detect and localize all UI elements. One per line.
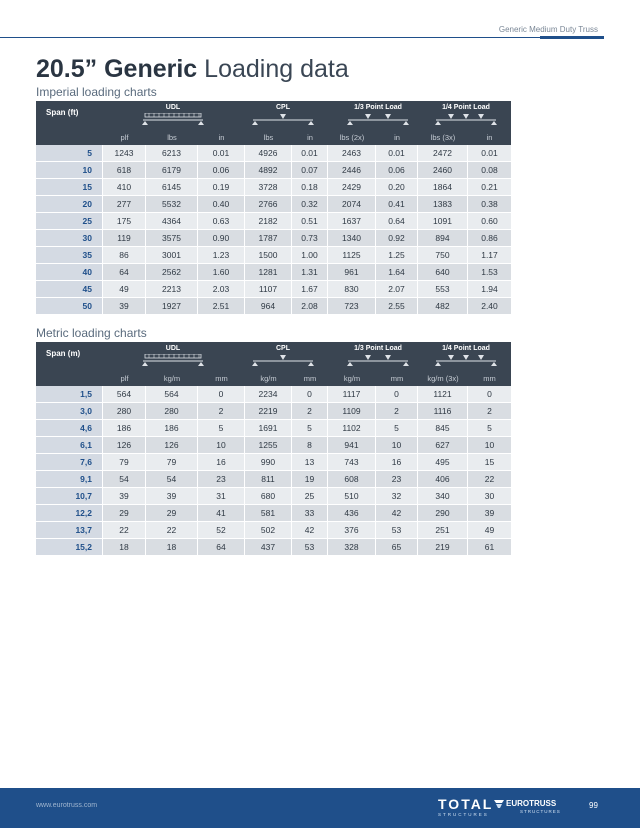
table-row	[36, 522, 511, 539]
table-cell: 1787	[245, 230, 292, 246]
unit-label: lbs	[263, 132, 274, 142]
table-cell: 564	[103, 386, 146, 402]
table-cell: 42	[376, 505, 418, 521]
imperial-unit-header	[36, 129, 511, 145]
table-cell: 2.07	[376, 281, 418, 297]
table-cell: 39	[146, 488, 198, 504]
table-cell: 0.01	[376, 145, 418, 161]
top-rule	[0, 37, 604, 38]
table-cell: 0.18	[292, 179, 328, 195]
table-cell: 0.20	[376, 179, 418, 195]
metric-subtitle: Metric loading charts	[36, 326, 147, 340]
span-cell: 10,7	[36, 488, 103, 504]
unit-label: in	[394, 132, 400, 142]
table-cell: 340	[418, 488, 468, 504]
document-tag: Generic Medium Duty Truss	[498, 25, 598, 34]
table-cell: 1.23	[198, 247, 245, 263]
table-cell: 0	[376, 386, 418, 402]
table-cell: 175	[103, 213, 146, 229]
table-cell: 3001	[146, 247, 198, 263]
table-cell: 39	[484, 508, 495, 518]
table-cell: 5	[376, 420, 418, 436]
table-cell: 64	[198, 539, 245, 555]
table-row	[36, 471, 511, 488]
page-title-bold: 20.5” Generic	[36, 55, 198, 83]
table-cell: 1.53	[481, 267, 498, 277]
table-cell: 1281	[245, 264, 292, 280]
table-cell: 2.51	[198, 298, 245, 314]
table-cell: 1255	[245, 437, 292, 453]
unit-label: in	[218, 132, 225, 142]
third-point-diagram-icon	[346, 113, 410, 125]
span-cell: 35	[36, 247, 103, 263]
table-cell: 29	[103, 505, 146, 521]
eurotruss-logo-sub: STRUCTURES	[520, 809, 561, 814]
unit-label: in	[307, 132, 313, 142]
table-cell: 1.64	[376, 264, 418, 280]
table-cell: 0.51	[292, 213, 328, 229]
table-cell: 1107	[245, 281, 292, 297]
table-cell: 436	[328, 505, 376, 521]
imperial-group-third-label: 1/3 Point Load	[354, 104, 402, 111]
quarter-point-diagram-icon	[434, 113, 498, 125]
table-row	[36, 213, 511, 230]
unit-label: mm	[483, 373, 496, 383]
table-cell: 0.63	[198, 213, 245, 229]
imperial-group-udl	[134, 104, 212, 125]
metric-group-third-label: 1/3 Point Load	[354, 345, 402, 352]
span-cell: 7,6	[36, 454, 103, 470]
metric-rows	[36, 386, 511, 556]
table-row	[36, 539, 511, 556]
table-cell: 2562	[146, 264, 198, 280]
table-cell: 280	[103, 403, 146, 419]
table-cell: 0.40	[198, 196, 245, 212]
table-cell: 1383	[418, 196, 468, 212]
table-cell: 19	[292, 471, 328, 487]
span-cell: 45	[36, 281, 103, 297]
table-cell: 5	[487, 423, 492, 433]
span-cell: 30	[36, 230, 103, 246]
table-cell: 990	[245, 454, 292, 470]
table-cell: 1.25	[376, 247, 418, 263]
table-cell: 964	[245, 298, 292, 314]
span-cell: 40	[36, 264, 103, 280]
metric-group-quarter-label: 1/4 Point Load	[442, 345, 490, 352]
table-cell: 1.17	[481, 250, 498, 260]
table-cell: 31	[198, 488, 245, 504]
table-cell: 1340	[328, 230, 376, 246]
table-cell: 39	[103, 488, 146, 504]
table-cell: 0.73	[292, 230, 328, 246]
eurotruss-logo: EUROTRUSS	[506, 799, 557, 808]
table-cell: 1.94	[481, 284, 498, 294]
table-cell: 126	[146, 437, 198, 453]
table-cell: 3728	[245, 179, 292, 195]
table-cell: 1864	[418, 179, 468, 195]
metric-group-cpl-label: CPL	[276, 345, 290, 352]
metric-group-udl	[134, 345, 212, 366]
table-cell: 52	[198, 522, 245, 538]
unit-spacer	[36, 129, 103, 145]
udl-diagram-icon	[141, 354, 205, 366]
table-cell: 0.38	[481, 199, 498, 209]
imperial-group-quarter	[426, 104, 506, 125]
table-cell: 49	[103, 281, 146, 297]
quarter-point-diagram-icon	[434, 354, 498, 366]
top-accent-bar	[540, 36, 604, 39]
table-cell: 33	[292, 505, 328, 521]
unit-label: mm	[390, 373, 404, 383]
table-cell: 680	[245, 488, 292, 504]
table-cell: 0.07	[292, 162, 328, 178]
unit-label: kg/m	[163, 373, 181, 383]
page-footer	[0, 788, 640, 828]
table-cell: 627	[418, 437, 468, 453]
table-cell: 581	[245, 505, 292, 521]
table-cell: 22	[484, 474, 495, 484]
page-title	[36, 55, 349, 84]
table-cell: 1243	[103, 145, 146, 161]
table-cell: 1125	[328, 247, 376, 263]
table-cell: 186	[146, 420, 198, 436]
span-cell: 5	[36, 145, 103, 161]
metric-unit-header	[36, 370, 511, 386]
table-cell: 126	[103, 437, 146, 453]
unit-label: lbs	[167, 132, 177, 142]
table-cell: 39	[103, 298, 146, 314]
table-cell: 10	[376, 437, 418, 453]
table-cell: 86	[103, 247, 146, 263]
table-cell: 0.21	[481, 182, 498, 192]
table-cell: 6179	[146, 162, 198, 178]
table-cell: 10	[198, 437, 245, 453]
table-cell: 79	[146, 454, 198, 470]
table-cell: 8	[292, 437, 328, 453]
table-cell: 0.92	[376, 230, 418, 246]
table-cell: 119	[103, 230, 146, 246]
metric-span-label: Span (m)	[46, 349, 81, 358]
span-cell: 6,1	[36, 437, 103, 453]
imperial-span-label: Span (ft)	[46, 108, 79, 117]
table-cell: 0	[198, 386, 245, 402]
table-cell: 2.40	[481, 301, 498, 311]
table-cell: 830	[328, 281, 376, 297]
table-cell: 0.06	[198, 162, 245, 178]
table-cell: 941	[328, 437, 376, 453]
table-cell: 0.86	[481, 233, 498, 243]
metric-group-third	[338, 345, 418, 366]
table-cell: 2	[376, 403, 418, 419]
table-cell: 845	[418, 420, 468, 436]
table-cell: 79	[103, 454, 146, 470]
table-cell: 2219	[245, 403, 292, 419]
imperial-group-third	[338, 104, 418, 125]
span-cell: 25	[36, 213, 103, 229]
imperial-table	[36, 101, 511, 315]
table-cell: 2.08	[292, 298, 328, 314]
span-cell: 13,7	[36, 522, 103, 538]
table-cell: 280	[146, 403, 198, 419]
table-cell: 894	[418, 230, 468, 246]
imperial-group-cpl	[243, 104, 323, 125]
table-cell: 2213	[146, 281, 198, 297]
cpl-diagram-icon	[251, 113, 315, 125]
table-cell: 1117	[328, 386, 376, 402]
table-row	[36, 145, 511, 162]
span-cell: 20	[36, 196, 103, 212]
table-cell: 23	[376, 471, 418, 487]
table-cell: 0.60	[481, 216, 498, 226]
unit-label: plf	[120, 373, 129, 383]
table-cell: 219	[418, 539, 468, 555]
metric-table	[36, 342, 511, 556]
span-cell: 15,2	[36, 539, 103, 555]
table-cell: 18	[146, 539, 198, 555]
page-number: 99	[589, 801, 598, 810]
eurotruss-logo-icon	[494, 800, 504, 808]
table-cell: 2074	[328, 196, 376, 212]
table-cell: 61	[484, 542, 495, 552]
table-row	[36, 264, 511, 281]
table-cell: 0.19	[198, 179, 245, 195]
table-cell: 277	[103, 196, 146, 212]
span-cell: 1,5	[36, 386, 103, 402]
table-cell: 290	[418, 505, 468, 521]
span-cell: 9,1	[36, 471, 103, 487]
table-cell: 2.55	[376, 298, 418, 314]
table-cell: 25	[292, 488, 328, 504]
table-cell: 495	[418, 454, 468, 470]
table-cell: 723	[328, 298, 376, 314]
table-cell: 1691	[245, 420, 292, 436]
table-cell: 608	[328, 471, 376, 487]
table-cell: 1500	[245, 247, 292, 263]
table-cell: 42	[292, 522, 328, 538]
table-cell: 22	[146, 522, 198, 538]
imperial-rows	[36, 145, 511, 315]
table-cell: 2	[487, 406, 492, 416]
table-cell: 2	[198, 403, 245, 419]
table-cell: 1.31	[292, 264, 328, 280]
table-cell: 54	[146, 471, 198, 487]
unit-spacer	[36, 370, 103, 386]
span-cell: 4,6	[36, 420, 103, 436]
table-cell: 1637	[328, 213, 376, 229]
table-cell: 53	[376, 522, 418, 538]
table-cell: 13	[292, 454, 328, 470]
table-cell: 54	[103, 471, 146, 487]
span-cell: 3,0	[36, 403, 103, 419]
table-cell: 2472	[418, 145, 468, 161]
table-cell: 618	[103, 162, 146, 178]
table-row	[36, 196, 511, 213]
unit-label: in	[486, 132, 493, 142]
span-cell: 12,2	[36, 505, 103, 521]
table-cell: 0.32	[292, 196, 328, 212]
table-cell: 10	[484, 440, 495, 450]
table-cell: 251	[418, 522, 468, 538]
table-cell: 2766	[245, 196, 292, 212]
metric-group-quarter	[426, 345, 506, 366]
imperial-group-quarter-label: 1/4 Point Load	[442, 104, 490, 111]
table-row	[36, 386, 511, 403]
imperial-group-cpl-label: CPL	[276, 104, 290, 111]
table-cell: 437	[245, 539, 292, 555]
table-cell: 5	[198, 420, 245, 436]
table-cell: 2429	[328, 179, 376, 195]
table-row	[36, 454, 511, 471]
table-cell: 15	[484, 457, 495, 467]
table-cell: 1.67	[292, 281, 328, 297]
table-cell: 16	[198, 454, 245, 470]
table-cell: 2460	[418, 162, 468, 178]
table-cell: 2.03	[198, 281, 245, 297]
unit-label: plf	[120, 132, 129, 142]
table-cell: 2182	[245, 213, 292, 229]
unit-label: kg/m	[260, 373, 277, 383]
metric-group-udl-label: UDL	[165, 345, 181, 352]
table-cell: 0.08	[481, 165, 498, 175]
span-cell: 10	[36, 162, 103, 178]
table-cell: 22	[103, 522, 146, 538]
table-cell: 502	[245, 522, 292, 538]
unit-label: kg/m	[343, 373, 361, 383]
table-cell: 5	[292, 420, 328, 436]
table-cell: 186	[103, 420, 146, 436]
table-cell: 376	[328, 522, 376, 538]
table-cell: 0.41	[376, 196, 418, 212]
table-cell: 0.06	[376, 162, 418, 178]
table-row	[36, 420, 511, 437]
table-row	[36, 230, 511, 247]
table-cell: 29	[146, 505, 198, 521]
imperial-subtitle: Imperial loading charts	[36, 85, 157, 99]
table-cell: 743	[328, 454, 376, 470]
unit-label: mm	[303, 373, 317, 383]
table-cell: 64	[103, 264, 146, 280]
table-cell: 1.00	[292, 247, 328, 263]
table-cell: 1109	[328, 403, 376, 419]
table-cell: 328	[328, 539, 376, 555]
third-point-diagram-icon	[346, 354, 410, 366]
table-cell: 0.90	[198, 230, 245, 246]
table-cell: 1.60	[198, 264, 245, 280]
total-structures-logo-sub: STRUCTURES	[438, 812, 489, 817]
table-row	[36, 247, 511, 264]
table-cell: 30	[484, 491, 495, 501]
table-cell: 510	[328, 488, 376, 504]
unit-label: lbs (3x)	[430, 132, 456, 142]
table-cell: 65	[376, 539, 418, 555]
table-cell: 1116	[418, 403, 468, 419]
unit-label: kg/m (3x)	[427, 373, 459, 383]
table-cell: 41	[198, 505, 245, 521]
table-row	[36, 437, 511, 454]
page-title-light: Loading data	[204, 55, 349, 83]
table-cell: 482	[418, 298, 468, 314]
udl-diagram-icon	[141, 113, 205, 125]
website-link[interactable]: www.eurotruss.com	[36, 802, 98, 809]
table-cell: 4926	[245, 145, 292, 161]
table-cell: 5532	[146, 196, 198, 212]
unit-label: lbs (2x)	[339, 132, 365, 142]
unit-label: mm	[215, 373, 228, 383]
table-cell: 0.01	[481, 148, 498, 158]
table-cell: 16	[376, 454, 418, 470]
table-cell: 553	[418, 281, 468, 297]
table-cell: 4364	[146, 213, 198, 229]
table-cell: 0.01	[198, 145, 245, 161]
table-cell: 4892	[245, 162, 292, 178]
cpl-diagram-icon	[251, 354, 315, 366]
table-row	[36, 505, 511, 522]
table-cell: 750	[418, 247, 468, 263]
table-cell: 0.64	[376, 213, 418, 229]
total-structures-logo: TOTAL	[438, 796, 494, 812]
table-cell: 406	[418, 471, 468, 487]
table-cell: 49	[484, 525, 495, 535]
table-cell: 1102	[328, 420, 376, 436]
table-cell: 2	[292, 403, 328, 419]
table-cell: 6145	[146, 179, 198, 195]
table-cell: 564	[146, 386, 198, 402]
table-cell: 961	[328, 264, 376, 280]
table-cell: 410	[103, 179, 146, 195]
table-cell: 0	[292, 386, 328, 402]
table-row	[36, 403, 511, 420]
table-cell: 3575	[146, 230, 198, 246]
table-row	[36, 162, 511, 179]
table-row	[36, 281, 511, 298]
imperial-group-udl-label: UDL	[165, 104, 181, 111]
table-cell: 0.01	[292, 145, 328, 161]
table-row	[36, 488, 511, 505]
table-cell: 1091	[418, 213, 468, 229]
table-cell: 1121	[418, 386, 468, 402]
table-cell: 2446	[328, 162, 376, 178]
table-cell: 2234	[245, 386, 292, 402]
table-row	[36, 298, 511, 315]
span-cell: 15	[36, 179, 103, 195]
metric-group-header	[36, 342, 511, 370]
span-cell: 50	[36, 298, 103, 314]
table-cell: 53	[292, 539, 328, 555]
imperial-group-header	[36, 101, 511, 129]
table-row	[36, 179, 511, 196]
metric-group-cpl	[243, 345, 323, 366]
table-cell: 2463	[328, 145, 376, 161]
table-cell: 811	[245, 471, 292, 487]
table-cell: 6213	[146, 145, 198, 161]
table-cell: 23	[198, 471, 245, 487]
table-cell: 640	[418, 264, 468, 280]
table-cell: 32	[376, 488, 418, 504]
table-cell: 0	[487, 389, 492, 399]
table-cell: 1927	[146, 298, 198, 314]
table-cell: 18	[103, 539, 146, 555]
